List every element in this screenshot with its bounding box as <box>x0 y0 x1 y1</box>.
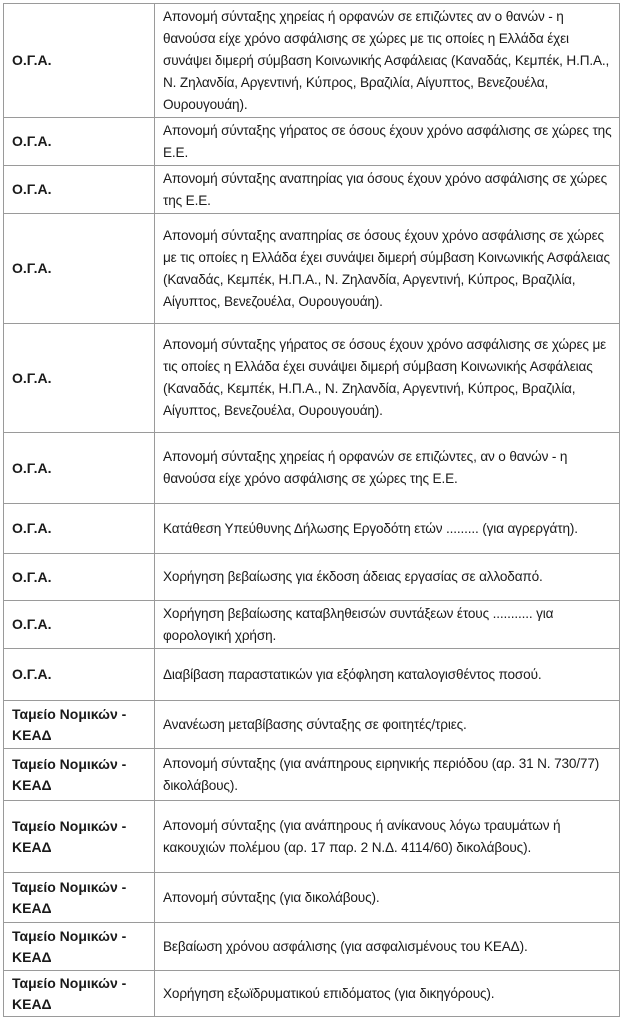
table-row <box>4 214 620 324</box>
service-description-cell: Απονομή σύνταξης (για δικολάβους). <box>155 873 620 923</box>
services-table <box>3 3 620 1017</box>
service-description-cell: Χορήγηση βεβαίωσης για έκδοση άδειας εργασίας σε αλλοδαπό. <box>155 554 620 601</box>
service-description-cell: Απονομή σύνταξης γήρατος σε όσους έχουν χρόνο ασφάλισης σε χώρες της Ε.Ε. <box>155 118 620 166</box>
organization-cell: Ο.Γ.Α. <box>4 504 155 554</box>
service-description-cell: Απονομή σύνταξης γήρατος σε όσους έχουν χρόνο ασφάλισης σε χώρες με τις οποίες η Ελλάδα έχει συνάψει διμερή σύμβαση Κοινωνικής Ασφάλειας (Καναδάς, Κεμπέκ, Η.Π.Α., Ν. Ζηλανδία, Αργεντινή, Κύπρος, Βραζιλία, Αίγυπτος, Βενεζουέλα, Ουρουγουάη). <box>155 324 620 433</box>
service-description-cell: Απονομή σύνταξης (για ανάπηρους ή ανίκανους λόγω τραυμάτων ή κακουχιών πολέμου (αρ. 17 παρ. 2 Ν.Δ. 4114/60) δικολάβους). <box>155 801 620 873</box>
service-description-cell: Απονομή σύνταξης (για ανάπηρους ειρηνικής περιόδου (αρ. 31 Ν. 730/77) δικολάβους). <box>155 749 620 801</box>
table-row <box>4 166 620 214</box>
organization-cell: Ο.Γ.Α. <box>4 214 155 324</box>
table-row <box>4 601 620 649</box>
organization-cell: Ο.Γ.Α. <box>4 4 155 118</box>
organization-cell: Ο.Γ.Α. <box>4 554 155 601</box>
organization-cell: Ο.Γ.Α. <box>4 601 155 649</box>
table-row <box>4 801 620 873</box>
table-row <box>4 649 620 701</box>
organization-cell: Ταμείο Νομικών - ΚΕΑΔ <box>4 971 155 1017</box>
table-row <box>4 923 620 971</box>
service-description-cell: Χορήγηση βεβαίωσης καταβληθεισών συντάξεων έτους ........... για φορολογική χρήση. <box>155 601 620 649</box>
organization-cell: Ταμείο Νομικών - ΚΕΑΔ <box>4 749 155 801</box>
table-row <box>4 433 620 504</box>
service-description-cell: Ανανέωση μεταβίβασης σύνταξης σε φοιτητές/τριες. <box>155 701 620 749</box>
organization-cell: Ο.Γ.Α. <box>4 324 155 433</box>
organization-cell: Ο.Γ.Α. <box>4 649 155 701</box>
organization-cell: Ταμείο Νομικών - ΚΕΑΔ <box>4 801 155 873</box>
service-description-cell: Απονομή σύνταξης χηρείας ή ορφανών σε επιζώντες, αν ο θανών - η θανούσα είχε χρόνο ασφάλισης σε χώρες της Ε.Ε. <box>155 433 620 504</box>
table-row <box>4 971 620 1017</box>
service-description-cell: Απονομή σύνταξης χηρείας ή ορφανών σε επιζώντες αν ο θανών - η θανούσα είχε χρόνο ασφάλισης σε χώρες με τις οποίες η Ελλάδα έχει συνάψει διμερή σύμβαση Κοινωνικής Ασφάλειας (Καναδάς, Κεμπέκ, Η.Π.Α., Ν. Ζηλανδία, Αργεντινή, Κύπρος, Βραζιλία, Αίγυπτος, Βενεζουέλα, Ουρουγουάη). <box>155 4 620 118</box>
organization-cell: Ο.Γ.Α. <box>4 433 155 504</box>
table-row <box>4 701 620 749</box>
table-row <box>4 118 620 166</box>
table-row <box>4 4 620 118</box>
service-description-cell: Βεβαίωση χρόνου ασφάλισης (για ασφαλισμένους του ΚΕΑΔ). <box>155 923 620 971</box>
service-description-cell: Απονομή σύνταξης αναπηρίας για όσους έχουν χρόνο ασφάλισης σε χώρες της Ε.Ε. <box>155 166 620 214</box>
service-description-cell: Χορήγηση εξωϊδρυματικού επιδόματος (για δικηγόρους). <box>155 971 620 1017</box>
table-row <box>4 873 620 923</box>
organization-cell: Ο.Γ.Α. <box>4 166 155 214</box>
table-row <box>4 749 620 801</box>
service-description-cell: Κατάθεση Υπεύθυνης Δήλωσης Εργοδότη ετών ......... (για αγρεργάτη). <box>155 504 620 554</box>
service-description-cell: Απονομή σύνταξης αναπηρίας σε όσους έχουν χρόνο ασφάλισης σε χώρες με τις οποίες η Ελλάδα έχει συνάψει διμερή σύμβαση Κοινωνικής Ασφάλειας (Καναδάς, Κεμπέκ, Η.Π.Α., Ν. Ζηλανδία, Αργεντινή, Κύπρος, Βραζιλία, Αίγυπτος, Βενεζουέλα, Ουρουγουάη). <box>155 214 620 324</box>
organization-cell: Ταμείο Νομικών - ΚΕΑΔ <box>4 923 155 971</box>
table-row <box>4 324 620 433</box>
organization-cell: Ταμείο Νομικών - ΚΕΑΔ <box>4 701 155 749</box>
organization-cell: Ο.Γ.Α. <box>4 118 155 166</box>
organization-cell: Ταμείο Νομικών - ΚΕΑΔ <box>4 873 155 923</box>
services-table-body <box>4 4 620 1017</box>
table-row <box>4 504 620 554</box>
table-row <box>4 554 620 601</box>
service-description-cell: Διαβίβαση παραστατικών για εξόφληση καταλογισθέντος ποσού. <box>155 649 620 701</box>
